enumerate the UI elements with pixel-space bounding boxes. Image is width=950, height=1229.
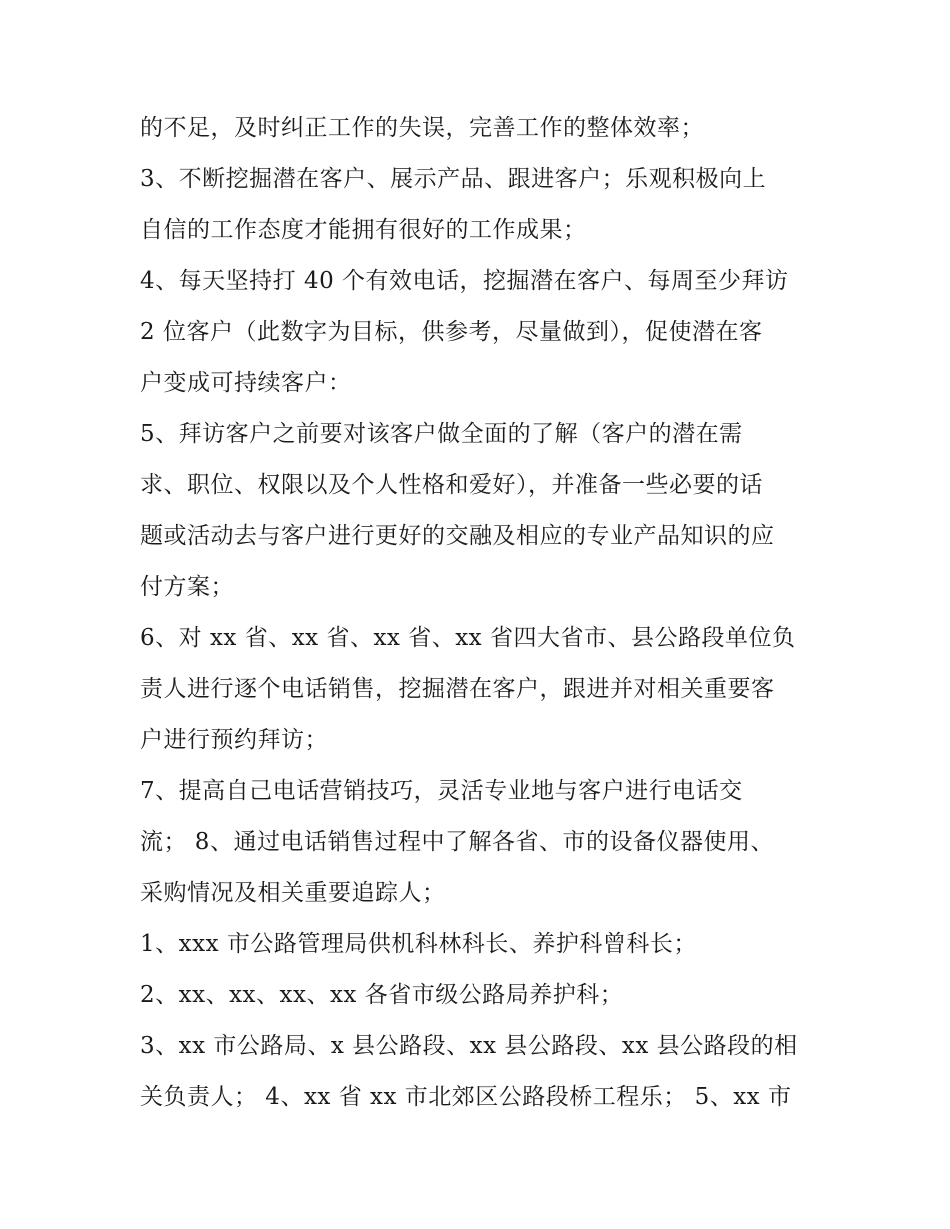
text-line: 责人进行逐个电话销售，挖掘潜在客户，跟进并对相关重要客 [140, 676, 775, 702]
text-line: 3、不断挖掘潜在客户、展示产品、跟进客户；乐观积极向上 [140, 166, 767, 192]
text-line: 6、对 xx 省、xx 省、xx 省、xx 省四大省市、县公路段单位负 [140, 625, 796, 651]
text-line: 付方案； [140, 574, 234, 600]
text-line: 7、提高自己电话营销技巧，灵活专业地与客户进行电话交 [140, 778, 743, 804]
text-line: 2、xx、xx、xx、xx 各省市级公路局养护科； [140, 982, 624, 1008]
text-line: 2 位客户（此数字为目标，供参考，尽量做到），促使潜在客 [140, 319, 763, 345]
text-line: 5、拜访客户之前要对该客户做全面的了解（客户的潜在需 [140, 421, 743, 447]
text-line: 关负责人； 4、xx 省 xx 市北郊区公路段桥工程乐； 5、xx 市 [140, 1084, 792, 1110]
text-line: 题或活动去与客户进行更好的交融及相应的专业产品知识的应 [140, 523, 775, 549]
text-line: 自信的工作态度才能拥有很好的工作成果； [140, 217, 587, 243]
text-line: 户进行预约拜访； [140, 727, 328, 753]
text-line: 的不足，及时纠正工作的失误，完善工作的整体效率； [140, 115, 704, 141]
text-line: 3、xx 市公路局、x 县公路段、xx 县公路段、xx 县公路段的相 [140, 1033, 798, 1059]
text-line: 求、职位、权限以及个人性格和爱好），并准备一些必要的话 [140, 472, 763, 498]
text-line: 4、每天坚持打 40 个有效电话，挖掘潜在客户、每周至少拜访 [140, 268, 789, 294]
text-line: 户变成可持续客户： [140, 370, 352, 396]
text-line: 流； 8、通过电话销售过程中了解各省、市的设备仪器使用、 [140, 829, 774, 855]
text-line: 采购情况及相关重要追踪人； [140, 880, 446, 906]
text-line: 1、xxx 市公路管理局供机科林科长、养护科曾科长； [140, 931, 697, 957]
